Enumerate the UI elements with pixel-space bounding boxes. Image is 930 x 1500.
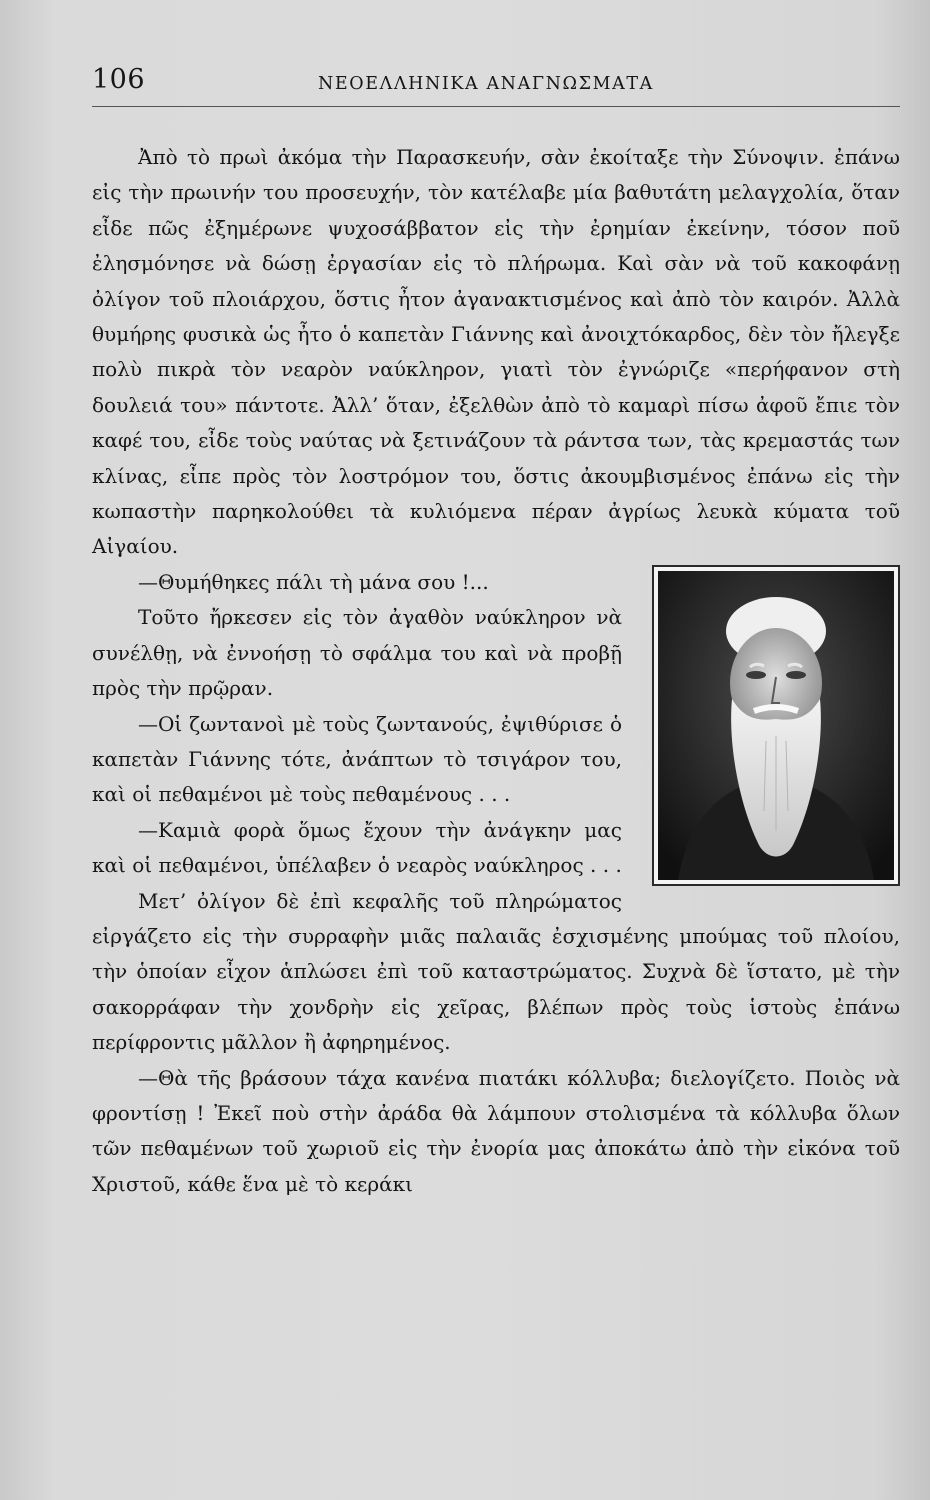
page-number: 106 (92, 64, 146, 95)
paragraph-5: —Καμιὰ φορὰ ὅμως ἔχουν τὴν ἀνάγκην μας καὶ οἱ πεθαμένοι, ὑπέλαβεν ὁ νεαρὸς ναύκληρος . . . (92, 817, 622, 878)
paragraph-7: —Θὰ τῆς βράσουν τάχα κανένα πιατάκι κόλλυβα; διελογίζετο. Ποιὸς νὰ φροντίσῃ ! Ἐκεῖ ποὺ στὴν ἀράδα θὰ λάμπουν στολισμένα τὰ κόλλυβα ὅλων τῶν πεθαμένων τοῦ χωριοῦ εἰς τὴν ἐνορία μας ἀποκάτω ἀπὸ τὴν εἰκόνα τοῦ Χριστοῦ, κάθε ἕνα μὲ τὸ κεράκι (92, 1065, 900, 1196)
paragraph-2: —Θυμήθηκες πάλι τὴ μάνα σου !... (138, 569, 489, 594)
paragraph-6: Μετ’ ὀλίγον δὲ ἐπὶ κεφαλῆς τοῦ πληρώματος εἰργάζετο εἰς τὴν συρραφὴν μιᾶς παλαιᾶς ἐσχισμένης μπούμας τοῦ πλοίου, τὴν ὁποίαν εἶχον ἁπλώσει ἐπὶ τοῦ καταστρώματος. Συχνὰ δὲ ἵστατο, μὲ τὴν σακορράφαν τὴν χονδρὴν εἰς χεῖρας, βλέπων πρὸς τοὺς ἱστοὺς ἐπάνω περίφροντις μᾶλλον ἢ ἀφηρημένος. (92, 888, 900, 1055)
paragraph-4: —Οἱ ζωντανοὶ μὲ τοὺς ζωντανούς, ἐψιθύρισε ὁ καπετὰν Γιάννης τότε, ἀνάπτων τὸ τσιγάρον του, καὶ οἱ πεθαμένοι μὲ τοὺς πεθαμένους . . . (92, 711, 622, 807)
portrait-photo (652, 565, 900, 886)
paragraph-1: Ἀπὸ τὸ πρωὶ ἀκόμα τὴν Παρασκευήν, σὰν ἐκοίταξε τὴν Σύνοψιν. ἐπάνω εἰς τὴν πρωινήν του προσευχήν, τὸν κατέλαβε μία βαθυτάτη μελαγχολία, ὅταν εἶδε πῶς ἐξημέρωνε ψυχοσάββατον εἰς τὴν ἐρημίαν ἐκείνην, τόσον ποῦ ἐλησμόνησε νὰ δώσῃ ἐργασίαν εἰς τὸ πλήρωμα. Καὶ σὰν νὰ τοῦ κακοφάνῃ ὀλίγον τοῦ πλοιάρχου, ὅστις ἦτον ἀγανακτισμένος καὶ ἀπὸ τὸν καιρόν. Ἀλλὰ θυμήρης φυσικὰ ὡς ἦτο ὁ καπετὰν Γιάννης καὶ ἀνοιχτόκαρδος, δὲν τὸν ἤλεγξε πολὺ πικρὰ τὸν νεαρὸν ναύκληρον, γιατὶ τὸν ἐγνώριζε «περήφανον στὴ δουλειά του» πάντοτε. Ἀλλ’ ὅταν, ἐξελθὼν ἀπὸ τὸ καμαρὶ πίσω ἀφοῦ ἔπιε τὸν καφέ του, εἶδε τοὺς ναύτας νὰ ξετινάζουν τὰ ράντσα των, τὰς κρεμαστάς των κλίνας, εἶπε πρὸς τὸν λοστρόμον του, ὅστις ἀκουμβισμένος ἐπάνω εἰς τὴν κωπαστὴν παρηκολούθει τὰ κυλιόμενα πέραν ἀγρίως λευκὰ κύματα τοῦ Αἰγαίου. (92, 145, 900, 559)
bearded-man-portrait-image (658, 571, 894, 880)
paragraph-3: Τοῦτο ἤρκεσεν εἰς τὸν ἀγαθὸν ναύκληρον νὰ συνέλθῃ, νὰ ἐννοήσῃ τὸ σφάλμα του καὶ νὰ προβῇ πρὸς τὴν πρῷραν. (92, 605, 622, 701)
body-text (92, 140, 900, 1202)
header-rule (92, 106, 900, 107)
running-title: ΝΕΟΕΛΛΗΝΙΚΑ ΑΝΑΓΝΩΣΜΑΤΑ (318, 74, 654, 94)
